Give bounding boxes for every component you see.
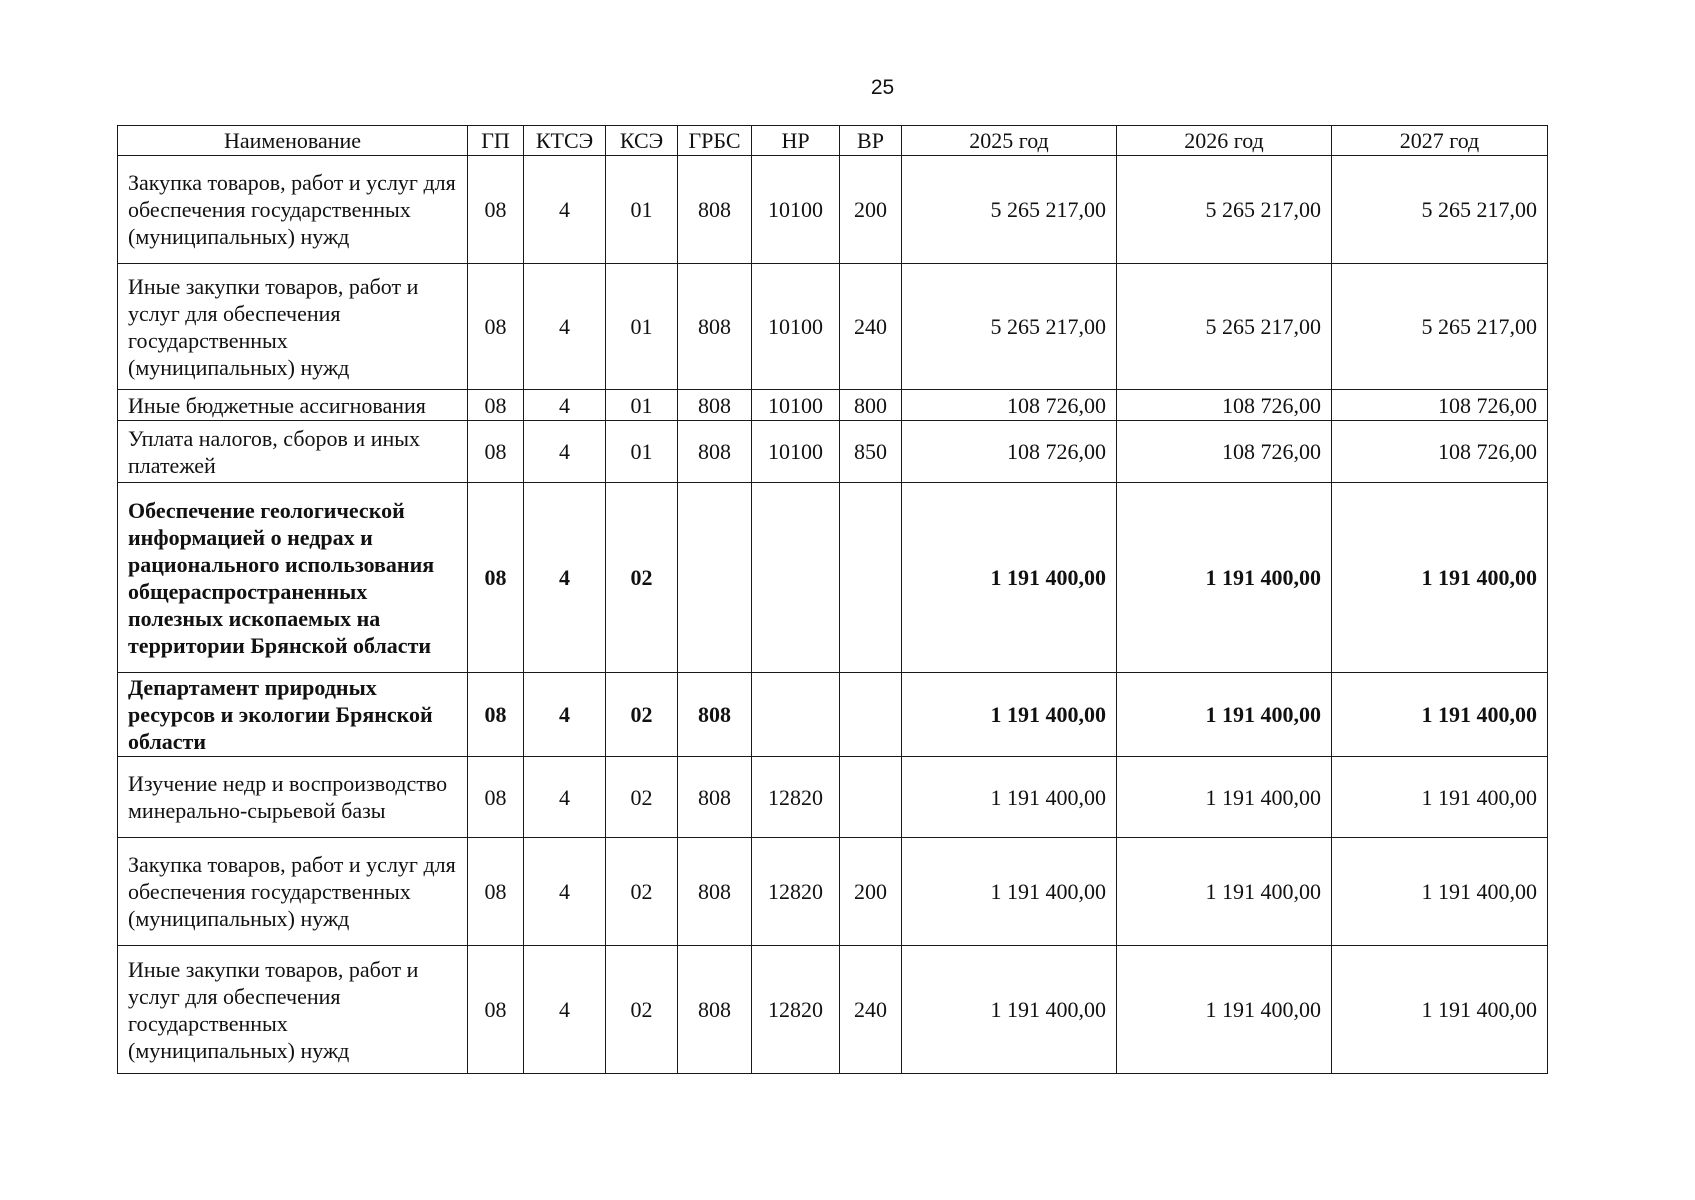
cell-ktse: 4 [524,390,606,421]
cell-2026: 108 726,00 [1117,390,1332,421]
cell-name: Департамент природных ресурсов и экологии Брянской области [118,673,468,757]
cell-2027: 1 191 400,00 [1332,483,1548,673]
cell-2025: 1 191 400,00 [902,483,1117,673]
cell-ktse: 4 [524,421,606,483]
cell-np: 10100 [752,421,840,483]
table-row [118,483,1548,673]
cell-name: Закупка товаров, работ и услуг для обеспечения государственных (муниципальных) нужд [118,838,468,946]
cell-kse: 02 [606,483,678,673]
cell-vr: 850 [840,421,902,483]
cell-2027: 5 265 217,00 [1332,156,1548,264]
cell-grbs: 808 [678,421,752,483]
cell-kse: 02 [606,673,678,757]
cell-kse: 01 [606,421,678,483]
cell-name: Уплата налогов, сборов и иных платежей [118,421,468,483]
header-gp: ГП [468,126,524,156]
cell-vr: 200 [840,156,902,264]
cell-gp: 08 [468,390,524,421]
header-kse: КСЭ [606,126,678,156]
table-row [118,838,1548,946]
cell-gp: 08 [468,946,524,1074]
cell-2025: 108 726,00 [902,421,1117,483]
cell-2025: 108 726,00 [902,390,1117,421]
cell-grbs: 808 [678,838,752,946]
cell-kse: 02 [606,757,678,838]
cell-np [752,483,840,673]
header-2027: 2027 год [1332,126,1548,156]
cell-2027: 1 191 400,00 [1332,946,1548,1074]
cell-np [752,673,840,757]
cell-gp: 08 [468,156,524,264]
header-np: НР [752,126,840,156]
cell-np: 12820 [752,946,840,1074]
cell-vr: 200 [840,838,902,946]
cell-kse: 02 [606,838,678,946]
cell-2025: 5 265 217,00 [902,264,1117,390]
cell-np: 10100 [752,264,840,390]
cell-np: 12820 [752,838,840,946]
cell-ktse: 4 [524,946,606,1074]
cell-2027: 1 191 400,00 [1332,673,1548,757]
cell-2026: 1 191 400,00 [1117,673,1332,757]
cell-grbs: 808 [678,264,752,390]
cell-2026: 5 265 217,00 [1117,156,1332,264]
cell-2025: 1 191 400,00 [902,757,1117,838]
page-number: 25 [870,76,895,99]
cell-2027: 108 726,00 [1332,390,1548,421]
cell-vr [840,757,902,838]
cell-np: 10100 [752,156,840,264]
cell-ktse: 4 [524,673,606,757]
cell-ktse: 4 [524,483,606,673]
cell-ktse: 4 [524,156,606,264]
cell-grbs: 808 [678,390,752,421]
cell-name: Закупка товаров, работ и услуг для обеспечения государственных (муниципальных) нужд [118,156,468,264]
cell-ktse: 4 [524,838,606,946]
table-row [118,757,1548,838]
cell-2026: 5 265 217,00 [1117,264,1332,390]
cell-vr: 240 [840,264,902,390]
cell-vr [840,673,902,757]
cell-ktse: 4 [524,757,606,838]
header-ktse: КТСЭ [524,126,606,156]
cell-2025: 1 191 400,00 [902,946,1117,1074]
cell-2025: 5 265 217,00 [902,156,1117,264]
cell-2027: 108 726,00 [1332,421,1548,483]
cell-gp: 08 [468,421,524,483]
header-name: Наименование [118,126,468,156]
cell-2026: 1 191 400,00 [1117,483,1332,673]
table-row [118,673,1548,757]
header-grbs: ГРБС [678,126,752,156]
table-row [118,264,1548,390]
table-row [118,390,1548,421]
cell-gp: 08 [468,757,524,838]
cell-name: Иные бюджетные ассигнования [118,390,468,421]
cell-2025: 1 191 400,00 [902,838,1117,946]
cell-vr: 240 [840,946,902,1074]
cell-grbs: 808 [678,156,752,264]
cell-gp: 08 [468,264,524,390]
cell-2026: 108 726,00 [1117,421,1332,483]
cell-np: 10100 [752,390,840,421]
cell-gp: 08 [468,838,524,946]
cell-2027: 1 191 400,00 [1332,838,1548,946]
cell-grbs [678,483,752,673]
cell-ktse: 4 [524,264,606,390]
header-2026: 2026 год [1117,126,1332,156]
header-row [118,126,1548,156]
table-row [118,421,1548,483]
cell-kse: 01 [606,390,678,421]
cell-vr: 800 [840,390,902,421]
cell-grbs: 808 [678,673,752,757]
cell-name: Изучение недр и воспроизводство минерально-сырьевой базы [118,757,468,838]
cell-name: Иные закупки товаров, работ и услуг для обеспечения государственных (муниципальных) нужд [118,264,468,390]
table-row [118,156,1548,264]
cell-2027: 1 191 400,00 [1332,757,1548,838]
cell-name: Иные закупки товаров, работ и услуг для обеспечения государственных (муниципальных) нужд [118,946,468,1074]
cell-2026: 1 191 400,00 [1117,838,1332,946]
table-row [118,946,1548,1074]
cell-2026: 1 191 400,00 [1117,757,1332,838]
cell-2026: 1 191 400,00 [1117,946,1332,1074]
cell-name: Обеспечение геологической информацией о недрах и рационального использования общераспространенных полезных ископаемых на территории Брянской области [118,483,468,673]
cell-grbs: 808 [678,757,752,838]
budget-table [117,125,1548,1074]
cell-grbs: 808 [678,946,752,1074]
cell-2027: 5 265 217,00 [1332,264,1548,390]
cell-vr [840,483,902,673]
cell-2025: 1 191 400,00 [902,673,1117,757]
cell-gp: 08 [468,673,524,757]
cell-np: 12820 [752,757,840,838]
cell-kse: 01 [606,264,678,390]
header-2025: 2025 год [902,126,1117,156]
cell-gp: 08 [468,483,524,673]
cell-kse: 02 [606,946,678,1074]
header-vr: ВР [840,126,902,156]
cell-kse: 01 [606,156,678,264]
